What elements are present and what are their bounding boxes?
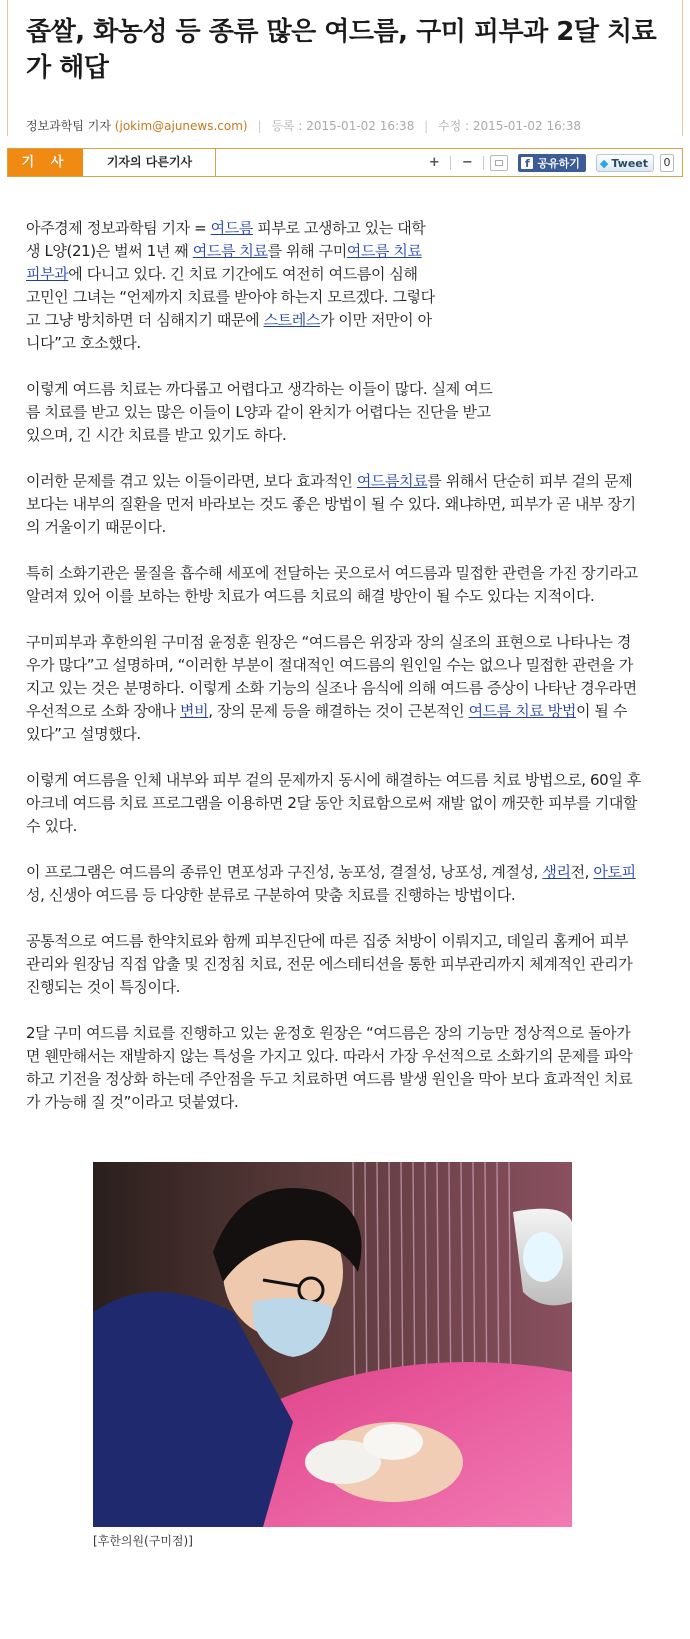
tweet-button[interactable] — [596, 154, 654, 172]
text: 구미피부과 후한의원 구미점 윤정훈 원장은 “여드름은 위장과 장의 실조의 표현으로 나타나는 경우가 많다”고 설명하며, “이러한 부분이 절대적인 여드름의 원인일 수는 없으나 밀접한 관련을 가지고 있는 것은 분명하다. 이렇게 소화 기능의 실조나 음식에 의해 여드름 증상이 나타난 경우라면 우선적으로 소화 장애나 — [26, 633, 637, 720]
paragraph — [26, 217, 436, 355]
article-toolbar — [7, 148, 683, 177]
reporter-name: 정보과학팀 기자 — [26, 119, 111, 133]
article-body — [26, 217, 644, 1137]
toolbar-divider — [483, 156, 484, 170]
paragraph — [26, 470, 644, 539]
font-increase-button[interactable]: + — [428, 155, 440, 170]
keyword-link[interactable]: 여드름 — [210, 219, 253, 237]
keyword-link[interactable]: 여드름 치료 방법 — [468, 702, 576, 720]
text: 이 될 수 있다”고 설명했다. — [26, 702, 627, 743]
keyword-link[interactable]: 여드름 치료 — [192, 242, 268, 260]
keyword-link[interactable]: 아토피 — [593, 863, 636, 881]
keyword-link[interactable]: 여드름치료 — [356, 472, 428, 490]
paragraph: 2달 구미 여드름 치료를 진행하고 있는 윤정호 원장은 “여드름은 장의 기능만 정상적으로 돌아가면 웬만해서는 재발하지 않는 특성을 가지고 있다. 따라서 가장 우선적으로 소화기의 문제를 파악하고 기전을 정상화 하는데 주안점을 두고 치료하면 여드름 발생 원인을 막아 보다 효과적인 치료가 가능해 질 것”이라고 덧붙였다. — [26, 1024, 633, 1111]
facebook-share-button[interactable] — [518, 154, 586, 172]
paragraph: 이렇게 여드름을 인체 내부와 피부 겉의 문제까지 동시에 해결하는 여드름 치료 방법으로, 60일 후아크네 여드름 치료 프로그램을 이용하면 2달 동안 치료함으로써 재발 없이 깨끗한 피부를 기대할 수 있다. — [26, 771, 641, 835]
registered-date: 2015-01-02 16:38 — [306, 119, 415, 133]
paragraph — [26, 861, 644, 907]
modified-date: 2015-01-02 16:38 — [472, 119, 582, 133]
paragraph: 공통적으로 여드름 한약치료와 함께 피부진단에 따른 집중 처방이 이뤄지고, 데일리 홈케어 피부 관리와 원장님 직접 압출 및 진정침 치료, 전문 에스테티션을 통한 피부관리까지 체계적인 관리가 진행되는 것이 특징이다. — [26, 932, 633, 996]
text: 가 이만 저만이 아니다”고 호소했다. — [26, 311, 432, 352]
tweet-label: Tweet — [611, 156, 648, 170]
toolbar-divider — [450, 156, 451, 170]
keyword-link[interactable]: 변비 — [180, 702, 209, 720]
twitter-bird-icon: ◆ — [599, 156, 609, 170]
text: 전, — [570, 863, 594, 881]
text: 피부로 고생하고 있는 대학생 L양(21)은 벌써 1년 째 — [26, 219, 426, 260]
text: , 장의 문제 등을 해결하는 것이 근본적인 — [208, 702, 469, 720]
keyword-link[interactable]: 여드름 치료 피부과 — [26, 242, 422, 283]
toolbar-actions — [424, 153, 674, 173]
text: 이러한 문제를 겪고 있는 이들이라면, 보다 효과적인 — [26, 472, 357, 490]
registered-label: 등록 : — [271, 119, 303, 133]
paragraph — [26, 631, 644, 746]
tweet-count: 0 — [660, 154, 674, 172]
text: 를 위해서 단순히 피부 겉의 문제보다는 내부의 질환을 먼저 바라보는 것도 좋은 방법이 될 수 있다. 왜냐하면, 피부가 곧 내부 장기의 거울이기 때문이다. — [26, 472, 636, 536]
text: 를 위해 구미 — [267, 242, 347, 260]
reporter-email[interactable]: (jokim@ajunews.com) — [114, 119, 248, 133]
facebook-share-label: 공유하기 — [537, 157, 580, 170]
text: 이 프로그램은 여드름의 종류인 면포성과 구진성, 농포성, 결절성, 낭포성, 계절성, — [26, 863, 543, 881]
modified-label: 수정 : — [438, 119, 470, 133]
byline — [26, 117, 581, 134]
byline-divider: | — [257, 119, 262, 133]
paragraph: 이렇게 여드름 치료는 까다롭고 어렵다고 생각하는 이들이 많다. 실제 여드름 치료를 받고 있는 많은 이들이 L양과 같이 완치가 어렵다는 진단을 받고 있으며, 긴 시간 치료를 받고 있기도 하다. — [26, 380, 493, 444]
clinic-photo-icon — [93, 1162, 572, 1527]
paragraph: 특히 소화기관은 물질을 흡수해 세포에 전달하는 곳으로서 여드름과 밀접한 관련을 가진 장기라고 알려져 있어 이를 보하는 한방 치료가 여드름 치료의 해결 방안이 될 수도 있다는 지적이다. — [26, 564, 638, 605]
text: 성, 신생아 여드름 등 다양한 분류로 구분하여 맞춤 치료를 진행하는 방법이다. — [26, 886, 516, 904]
article-photo — [93, 1162, 572, 1527]
font-decrease-button[interactable]: − — [461, 155, 473, 170]
article-headline: 좁쌀, 화농성 등 종류 많은 여드름, 구미 피부과 2달 치료가 해답 — [26, 17, 657, 83]
keyword-link[interactable]: 생리 — [542, 863, 571, 881]
photo-caption: [후한의원(구미점)] — [93, 1534, 193, 1548]
facebook-icon: f — [521, 157, 533, 169]
byline-divider: | — [424, 119, 429, 133]
print-icon[interactable] — [490, 155, 508, 171]
tab-article[interactable]: 기 사 — [8, 149, 83, 176]
text: 에 다니고 있다. 긴 치료 기간에도 여전히 여드름이 심해 고민인 그녀는 “언제까지 치료를 받아야 하는지 모르겠다. 그렇다고 그냥 방치하면 더 심해지기 때문에 — [26, 265, 435, 329]
tab-reporter-other-articles[interactable]: 기자의 다른기사 — [84, 149, 216, 176]
keyword-link[interactable]: 스트레스 — [263, 311, 320, 329]
text: 아주경제 정보과학팀 기자 = — [26, 219, 211, 237]
